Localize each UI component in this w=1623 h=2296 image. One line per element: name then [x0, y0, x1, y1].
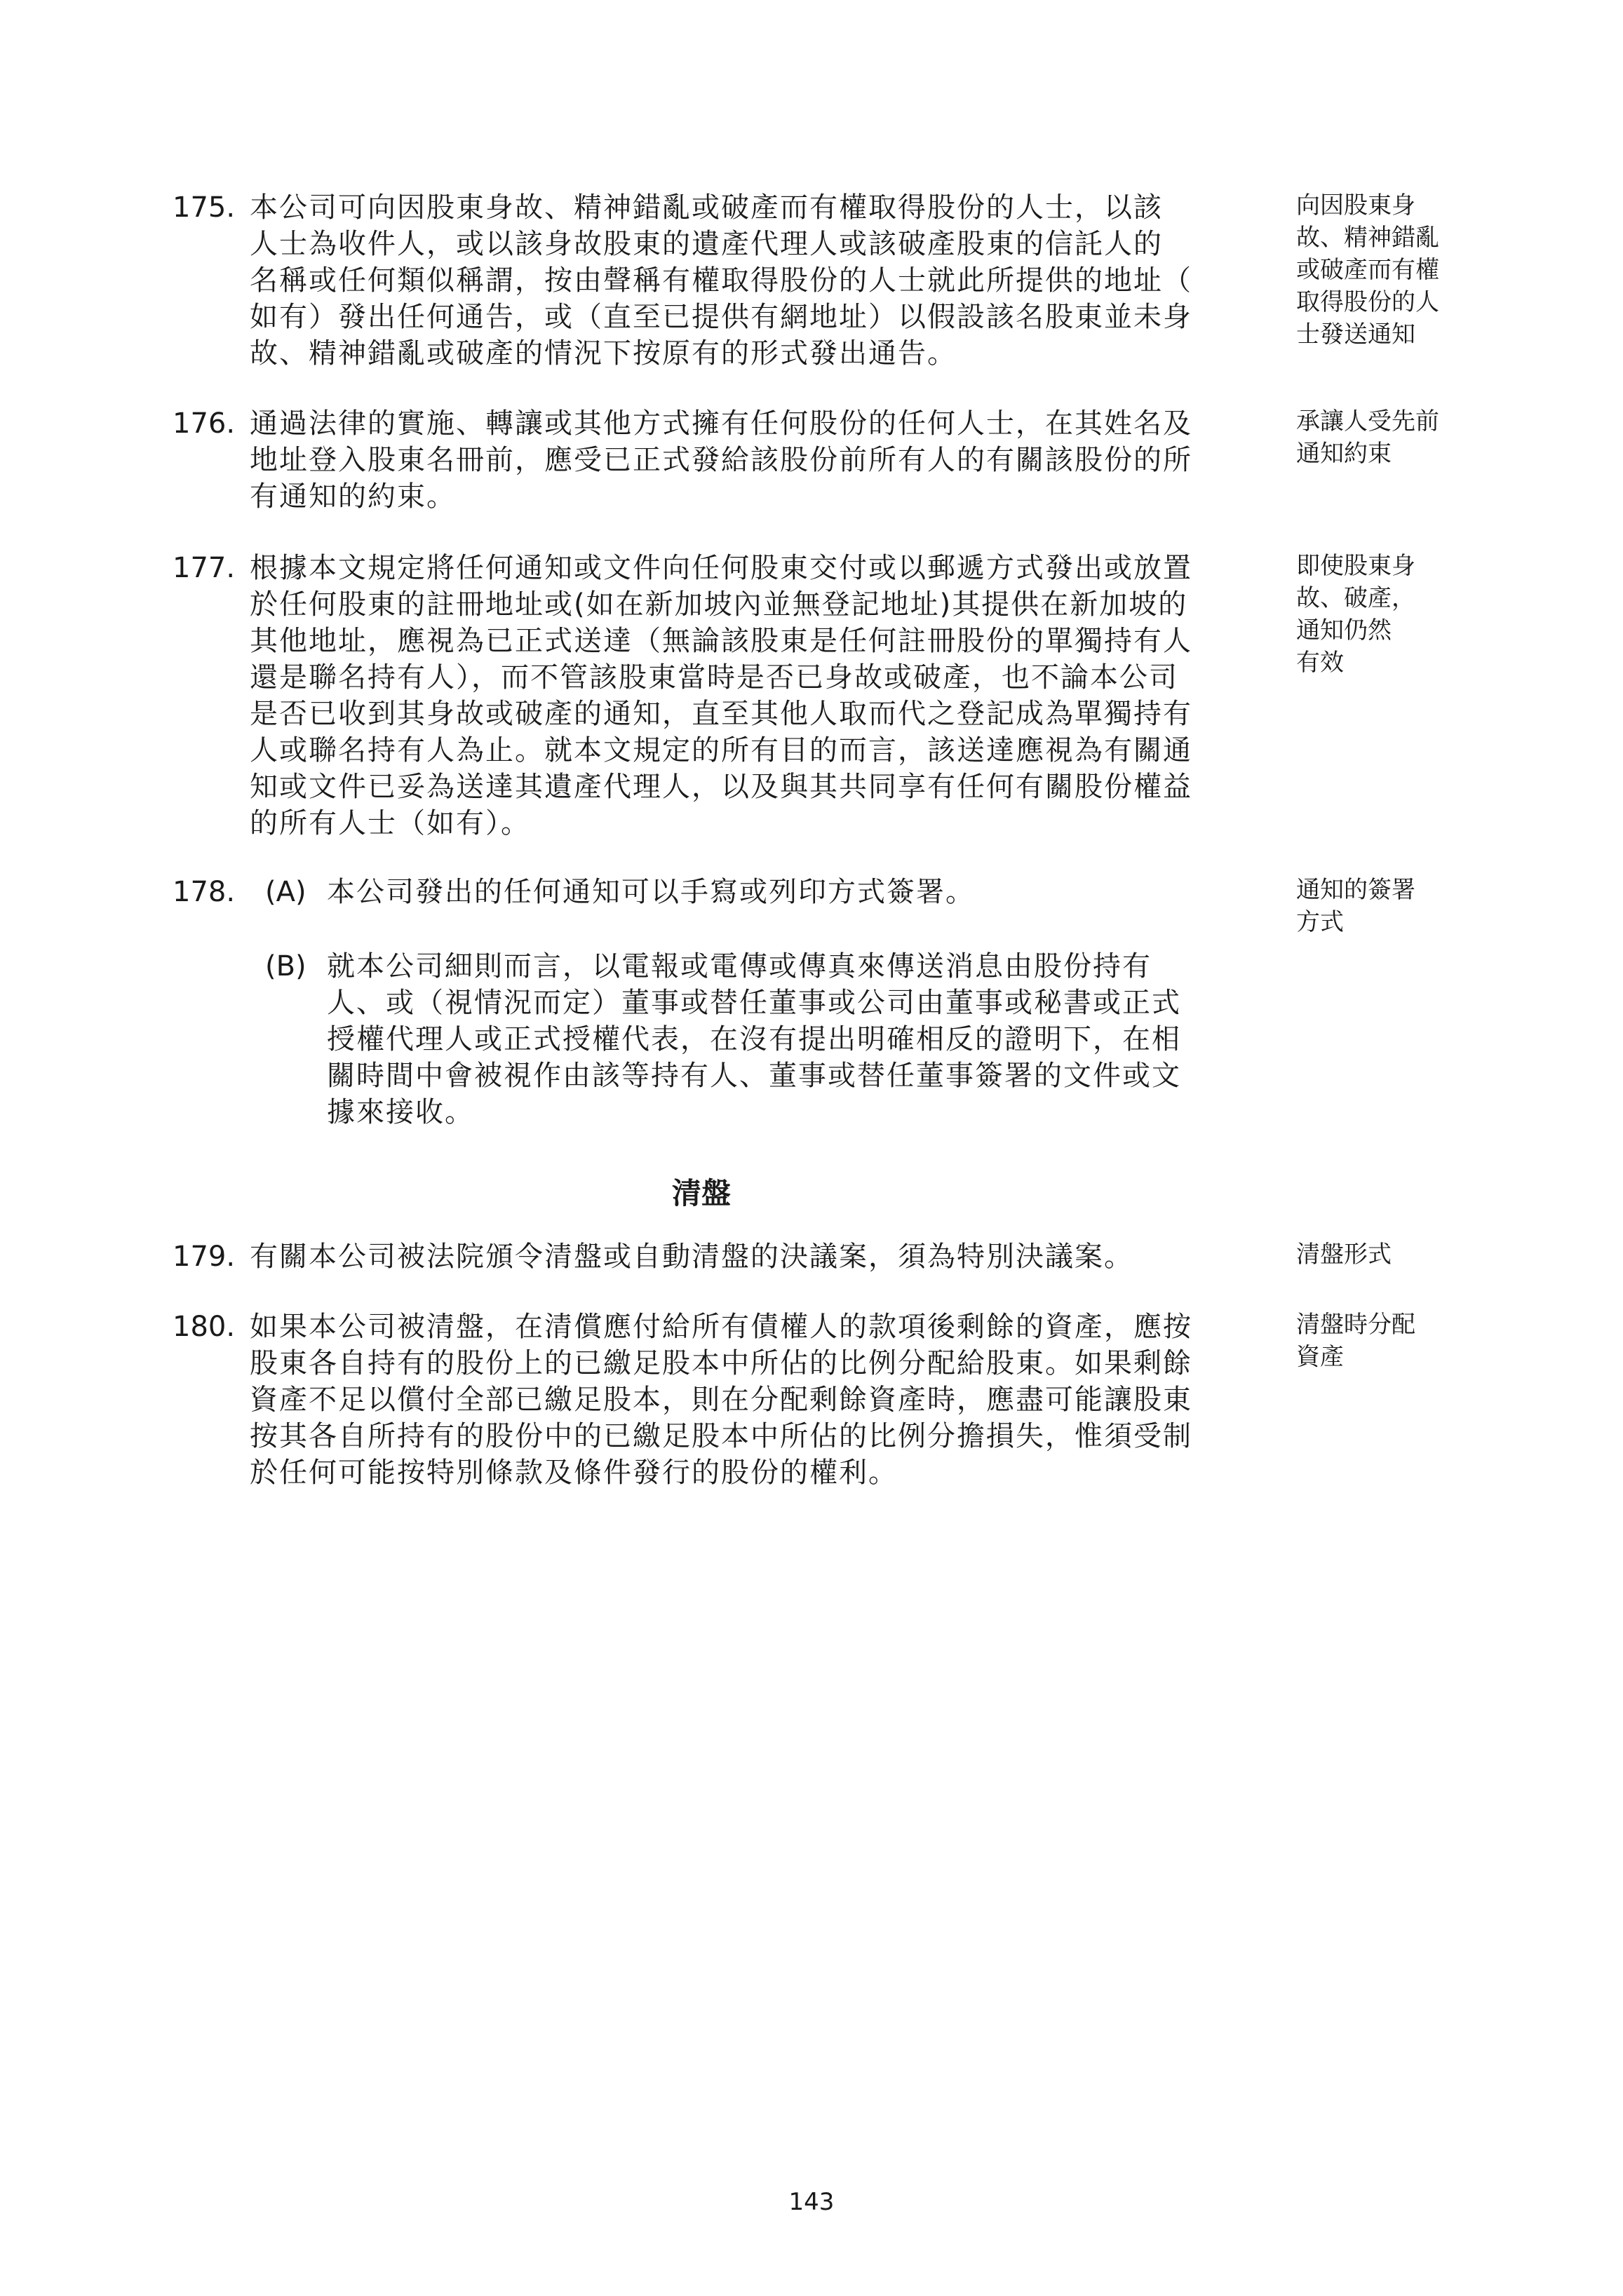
text-line: 人或聯名持有人為止。就本文規定的所有目的而言，該送達應視為有關通 — [250, 734, 1192, 767]
article-179-text — [250, 1238, 1232, 1275]
margin-line: 資產 — [1296, 1343, 1344, 1371]
margin-line: 方式 — [1296, 908, 1344, 936]
margin-line: 或破產而有權 — [1296, 256, 1439, 284]
article-number: 177. — [173, 552, 236, 584]
article-175-text — [250, 189, 1232, 372]
section-heading: 清盤 — [671, 1176, 731, 1210]
margin-line: 清盤形式 — [1296, 1241, 1392, 1269]
margin-line: 通知仍然 — [1296, 616, 1392, 644]
margin-line: 向因股東身 — [1296, 191, 1415, 220]
margin-line: 故、破產， — [1296, 584, 1415, 612]
margin-note-180 — [1296, 1309, 1479, 1373]
article-number: 180. — [173, 1311, 236, 1343]
article-177-text — [250, 550, 1232, 842]
margin-line: 通知約束 — [1296, 440, 1392, 468]
article-number: 175. — [173, 191, 236, 224]
text-line: 的所有人士（如有）。 — [250, 807, 530, 839]
text-line: 就本公司細則而言，以電報或電傳或傳真來傳送消息由股份持有 — [327, 950, 1152, 982]
text-line: 於任何股東的註冊地址或(如在新加坡內並無登記地址)其提供在新加坡的 — [250, 588, 1188, 621]
margin-note-175 — [1296, 189, 1479, 351]
text-line: 按其各自所持有的股份中的已繳足股本中所佔的比例分擔損失，惟須受制 — [250, 1420, 1192, 1452]
text-line: 還是聯名持有人），而不管該股東當時是否已身故或破產，也不論本公司 — [250, 661, 1178, 694]
margin-line: 故、精神錯亂 — [1296, 224, 1439, 252]
article-number: 176. — [173, 407, 236, 440]
text-line: 本公司可向因股東身故、精神錯亂或破產而有權取得股份的人士，以該 — [250, 191, 1163, 224]
text-line: 人士為收件人，或以該身故股東的遺產代理人或該破產股東的信託人的 — [250, 228, 1163, 260]
text-line: 如果本公司被清盤，在清償應付給所有債權人的款項後剩餘的資產，應按 — [250, 1311, 1192, 1343]
text-line: 人、或（視情況而定）董事或替任董事或公司由董事或秘書或正式 — [327, 987, 1181, 1019]
margin-line: 通知的簽署 — [1296, 876, 1415, 904]
text-line: 故、精神錯亂或破產的情況下按原有的形式發出通告。 — [250, 337, 957, 370]
text-line: 資產不足以償付全部已繳足股本，則在分配剩餘資產時，應盡可能讓股東 — [250, 1384, 1192, 1416]
text-line: 有通知的約束。 — [250, 480, 456, 513]
margin-note-176 — [1296, 405, 1479, 470]
text-line: 於任何可能按特別條款及條件發行的股份的權利。 — [250, 1457, 898, 1489]
text-line: 是否已收到其身故或破產的通知，直至其他人取而代之登記成為單獨持有 — [250, 698, 1192, 730]
article-176-text — [250, 405, 1232, 515]
article-number: 178. — [173, 876, 236, 908]
text-line: 名稱或任何類似稱謂，按由聲稱有權取得股份的人士就此所提供的地址（ — [250, 264, 1192, 297]
margin-line: 承讓人受先前 — [1296, 407, 1439, 435]
margin-note-178 — [1296, 874, 1479, 938]
margin-line: 有效 — [1296, 649, 1344, 677]
sub-b-text — [327, 948, 1232, 1130]
text-line: 據來接收。 — [327, 1096, 474, 1128]
text-line: 有關本公司被法院頒令清盤或自動清盤的決議案，須為特別決議案。 — [250, 1241, 1133, 1273]
text-line: 根據本文規定將任何通知或文件向任何股東交付或以郵遞方式發出或放置 — [250, 552, 1192, 584]
page-number: 143 — [788, 2188, 835, 2216]
margin-note-179 — [1296, 1238, 1479, 1271]
sub-a-label: (A) — [265, 876, 307, 908]
text-line: 地址登入股東名冊前，應受已正式發給該股份前所有人的有關該股份的所 — [250, 444, 1192, 476]
sub-b-label: (B) — [265, 950, 307, 982]
text-line: 如有）發出任何通告，或（直至已提供有網地址）以假設該名股東並未身 — [250, 301, 1192, 333]
text-line: 授權代理人或正式授權代表，在沒有提出明確相反的證明下，在相 — [327, 1023, 1181, 1055]
text-line: 知或文件已妥為送達其遺產代理人，以及與其共同享有任何有關股份權益 — [250, 771, 1192, 803]
text-line: 股東各自持有的股份上的已繳足股本中所佔的比例分配給股東。如果剩餘 — [250, 1347, 1192, 1379]
margin-line: 即使股東身 — [1296, 552, 1415, 580]
text-line: 關時間中會被視作由該等持有人、董事或替任董事簽署的文件或文 — [327, 1060, 1181, 1092]
margin-line: 清盤時分配 — [1296, 1311, 1415, 1339]
text-line: 其他地址，應視為已正式送達（無論該股東是任何註冊股份的單獨持有人 — [250, 625, 1192, 657]
article-number: 179. — [173, 1241, 236, 1273]
margin-line: 士發送通知 — [1296, 320, 1415, 349]
sub-a-text: 本公司發出的任何通知可以手寫或列印方式簽署。 — [327, 876, 975, 908]
article-180-text — [250, 1309, 1232, 1491]
text-line: 通過法律的實施、轉讓或其他方式擁有任何股份的任何人士，在其姓名及 — [250, 407, 1192, 440]
margin-line: 取得股份的人 — [1296, 288, 1439, 316]
margin-note-177 — [1296, 550, 1479, 679]
